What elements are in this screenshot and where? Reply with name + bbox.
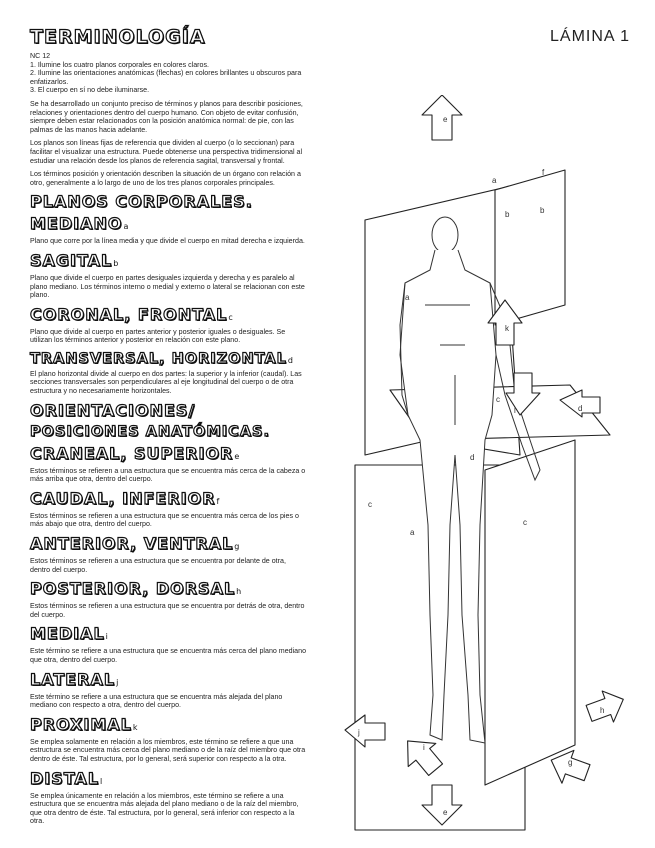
label-c-left: c (368, 500, 372, 509)
planos-heading: PLANOS CORPORALES. (30, 192, 253, 212)
caudal-heading: CAUDAL, INFERIORf (30, 488, 221, 508)
label-l: l (514, 406, 516, 415)
instruction-2: 2. Ilumine las orientaciones anatómicas (flechas) en colores brillantes u obscuros para enfatizarlos. (30, 69, 302, 86)
posterior-text: Estos términos se refieren a una estructura que se encuentra por detrás de otra, dentro del cuerpo. (30, 602, 305, 619)
label-b-right: b (540, 206, 545, 215)
proximal-heading: PROXIMALk (30, 714, 139, 734)
caudal-text: Estos términos se refieren a una estructura que se encuentra más cerca de los pies o más abajo que otra, dentro del cuerpo. (30, 511, 299, 529)
distal-heading: DISTALl (30, 768, 104, 788)
distal-text: Se emplea únicamente en relación a los miembros, este término se refiere a una estructura que se encuentra más alejada del plano mediano o de la raíz del miembro, que otra dentro de éste. Tal estructura, por lo general, será inferior con respecto a la otra. (30, 791, 299, 826)
craneal-heading: CRANEAL, SUPERIORe (30, 443, 241, 463)
plate-number: LÁMINA 1 (550, 28, 631, 45)
intro-paragraph-2: Los planos son líneas fijas de referencia que dividen al cuerpo (o lo seccionan) para facilitar el visualizar una estructura. Puede obtenerse una perspectiva tridimensional al estudiar una relación desde los planos de referencia sagital, transversal y frontal. (30, 139, 303, 165)
nc-code: NC 12 (30, 52, 51, 60)
label-k: k (505, 324, 509, 333)
arrow-posterior (583, 685, 629, 729)
label-a-top: a (492, 176, 497, 185)
lateral-text: Este término se refiere a una estructura que se encuentra más alejada del plano mediano con respecto a otra, dentro del cuerpo. (30, 692, 283, 710)
body-planes-figure (330, 95, 655, 848)
transversal-heading: TRANSVERSAL, HORIZONTALd (30, 350, 294, 367)
lateral-heading: LATERALj (30, 669, 120, 689)
coronal-plane-right (485, 440, 575, 785)
intro-paragraph-1: Se ha desarrollado un conjunto preciso de términos y planos para describir posiciones, relaciones y orientaciones dentro del cuerpo humano. Con objeto de evitar confusión, siempre deben estar relacionados con la posición anatómica normal: de pie, con las palmas de las manos hacia adelante. (30, 99, 303, 134)
label-g: g (568, 758, 573, 767)
intro-paragraph-3: Los términos posición y orientación describen la situación de un órgano con relación a otro, generalmente a lo largo de uno de los tres planos corporales principales. (30, 170, 301, 187)
label-a-lower: a (410, 528, 415, 537)
orientaciones-heading-2: POSICIONES ANATÓMICAS. (30, 423, 270, 440)
coronal-heading: CORONAL, FRONTALc (30, 304, 234, 324)
mediano-text: Plano que corre por la línea media y que divide el cuerpo en mitad derecha e izquierda. (30, 237, 305, 246)
craneal-text: Estos términos se refieren a una estructura que se encuentra más cerca de la cabeza o más arriba que otra, dentro del cuerpo. (30, 466, 306, 484)
orientaciones-heading-1: ORIENTACIONES/ (30, 400, 196, 420)
label-c-arm: c (496, 395, 500, 404)
label-e-top: e (443, 115, 448, 124)
anterior-text: Estos términos se refieren a una estructura que se encuentra por delante de otra, dentro del cuerpo. (30, 557, 286, 574)
coronal-text: Plano que divide al cuerpo en partes anterior y posterior iguales o desiguales. Se utilizan los términos anterior y posterior en relación con este plano. (30, 327, 286, 345)
label-d: d (470, 453, 475, 462)
label-a-left: a (405, 293, 410, 302)
sagital-heading: SAGITALb (30, 250, 120, 270)
transversal-text: El plano horizontal divide al cuerpo en dos partes: la superior y la inferior (caudal). Las secciones transversales son perpendiculares al eje longitudinal del cuerpo o de otra estructura y no necesariamente horizontales. (30, 369, 302, 396)
mediano-heading: MEDIANOa (30, 214, 130, 234)
page-title: TERMINOLOGÍA (30, 26, 206, 48)
label-e-bottom: e (443, 808, 448, 817)
anterior-heading: ANTERIOR, VENTRALg (30, 534, 241, 554)
medial-text: Este término se refiere a una estructura que se encuentra más cerca del plano mediano que otra, dentro del cuerpo. (30, 647, 307, 664)
instruction-3: 3. El cuerpo en sí no debe iluminarse. (30, 86, 150, 95)
sagital-text: Plano que divide el cuerpo en partes desiguales izquierda y derecha y es paralelo al plano mediano. Los términos interno o medial y externo o lateral se relacionan con este plano. (30, 273, 305, 300)
proximal-text: Se emplea solamente en relación a los miembros, este término se refiere a que una estructura se encuentra más cerca del plano mediano o de la raíz del miembro que otra dentro de éste. Tal estructura, por lo general, será superior con respecto a la otra. (30, 737, 306, 763)
text-column (30, 52, 307, 831)
medial-heading: MEDIALi (30, 624, 109, 644)
label-b: b (505, 210, 510, 219)
label-d-right: d (578, 404, 583, 413)
label-c-right: c (523, 518, 527, 527)
body-planes-drawing (330, 95, 655, 848)
arrow-cranial (422, 95, 462, 140)
label-h: h (600, 706, 605, 715)
posterior-heading: POSTERIOR, DORSALh (30, 579, 243, 599)
label-f: f (542, 168, 545, 177)
label-i: i (423, 743, 425, 752)
label-j: j (358, 728, 360, 737)
instruction-1: 1. Ilumine los cuatro planos corporales en colores claros. (30, 60, 210, 69)
